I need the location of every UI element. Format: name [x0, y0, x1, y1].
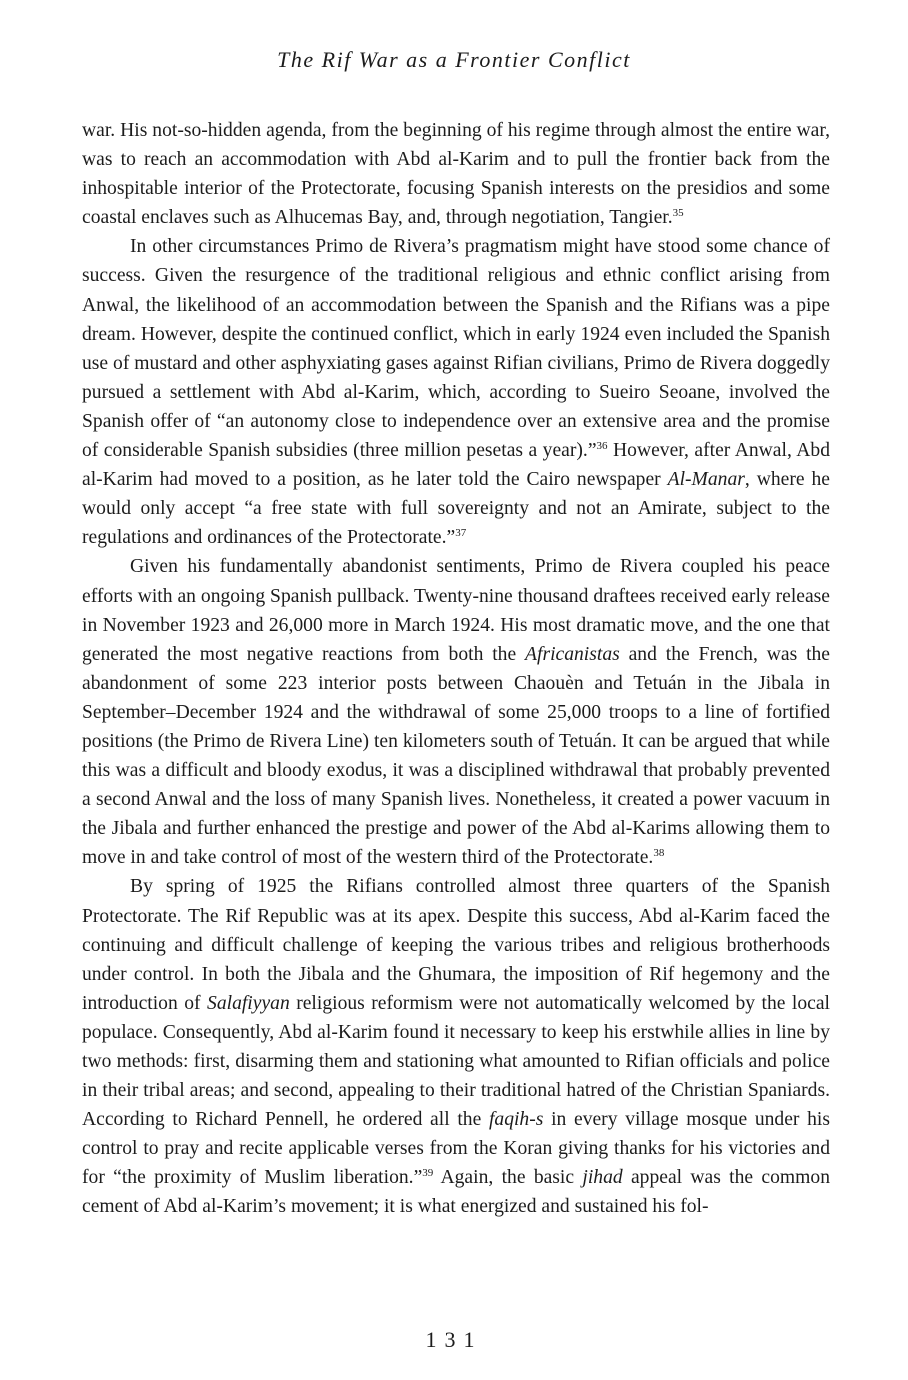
paragraph-2-text-b: However, after Anwal, Abd al-Karim had moved to a position, as he later told the Cairo newspaper — [82, 440, 830, 491]
paragraph-2-text-a: In other circumstances Primo de Rivera’s pragmatism might have stood some chance of success. Given the resurgence of the traditional religious and ethnic conflict arising from Anwal, the likelihood of an accommodation between the Spanish and the Rifians was a pipe dream. However, despite the continued conflict, which in early 1924 even included the Spanish use of mustard and other asphyxiating gases against Rifian civilians, Primo de Rivera doggedly pursued a settlement with Abd al-Karim, which, according to Sueiro Seoane, involved the Spanish offer of “an autonomy close to independence over an extensive area and the promise of considerable Spanish subsidies (three million pesetas a year).” — [82, 236, 830, 462]
italic-term-faqih: faqih-s — [488, 1109, 544, 1131]
footnote-ref-36: 36 — [596, 440, 608, 453]
paragraph-1-text: war. His not-so-hidden agenda, from the beginning of his regime through almost the entire war, was to reach an accommodation with Abd al-Karim and to pull the frontier back from the inhospitable interior of the Protectorate, focusing Spanish interests on the presidios and some coastal enclaves such as Alhucemas Bay, and, through negotiation, Tangier. — [82, 120, 830, 229]
paragraph-3-text-a: Given his fundamentally abandonist sentiments, Primo de Rivera coupled his peace efforts with an ongoing Spanish pullback. Twenty-nine thousand draftees received early release in November 1923 and 26,000 more in March 1924. His most dramatic move, and the one that generated the most negative reactions from both the — [82, 556, 830, 665]
italic-term-salafiyyan: Salafiyyan — [207, 992, 290, 1014]
italic-term-africanistas: Africanistas — [525, 643, 620, 665]
footnote-ref-37: 37 — [455, 527, 467, 540]
newspaper-title: Al-Manar — [667, 469, 745, 491]
paragraph-4 — [82, 872, 830, 1221]
paragraph-4-text-e: appeal was the common cement of Abd al-Karim’s movement; it is what energized and sustained his fol- — [82, 1167, 830, 1218]
paragraph-4-text-a: By spring of 1925 the Rifians controlled almost three quarters of the Spanish Protectorate. The Rif Republic was at its apex. Despite this success, Abd al-Karim faced the continuing and difficult challenge of keeping the various tribes and religious brotherhoods under control. In both the Jibala and the Ghumara, the imposition of Rif hegemony and the introduction of — [82, 876, 830, 1014]
footnote-ref-39: 39 — [422, 1167, 434, 1180]
paragraph-3 — [82, 552, 830, 872]
paragraph-4-text-d: Again, the basic — [433, 1167, 583, 1189]
paragraph-4-text-b: religious reformism were not automatically welcomed by the local populace. Consequently, Abd al-Karim found it necessary to keep his erstwhile allies in line by two methods: first, disarming them and stationing what amounted to Rifian officials and police in their tribal areas; and second, appealing to their traditional hatred of the Christian Spaniards. According to Richard Pennell, he ordered all the — [82, 992, 830, 1131]
page-number: 131 — [425, 1327, 483, 1352]
paragraph-4-text-c: in every village mosque under his control to pray and recite applicable verses from the Koran giving thanks for his victories and for “the proximity of Muslim liberation.” — [82, 1109, 830, 1189]
footnote-ref-38: 38 — [653, 847, 665, 860]
paragraph-1 — [82, 116, 830, 232]
body-text — [82, 116, 830, 1222]
paragraph-2-text-c: , where he would only accept “a free state with full sovereignty and not an Amirate, subject to the regulations and ordinances of the Protectorate.” — [82, 469, 830, 549]
italic-term-jihad: jihad — [582, 1167, 623, 1189]
footnote-ref-35: 35 — [672, 207, 684, 220]
paragraph-2 — [82, 232, 830, 552]
running-head: The Rif War as a Frontier Conflict — [277, 47, 631, 72]
paragraph-3-text-b: and the French, was the abandonment of some 223 interior posts between Chaouèn and Tetuán in the Jibala in September–December 1924 and the withdrawal of some 25,000 troops to a line of fortified positions (the Primo de Rivera Line) ten kilometers south of Tetuán. It can be argued that while this was a difficult and bloody exodus, it was a disciplined withdrawal that probably prevented a second Anwal and the loss of many Spanish lives. Nonetheless, it created a power vacuum in the Jibala and further enhanced the prestige and power of the Abd al-Karims allowing them to move in and take control of most of the western third of the Protectorate. — [82, 643, 831, 869]
